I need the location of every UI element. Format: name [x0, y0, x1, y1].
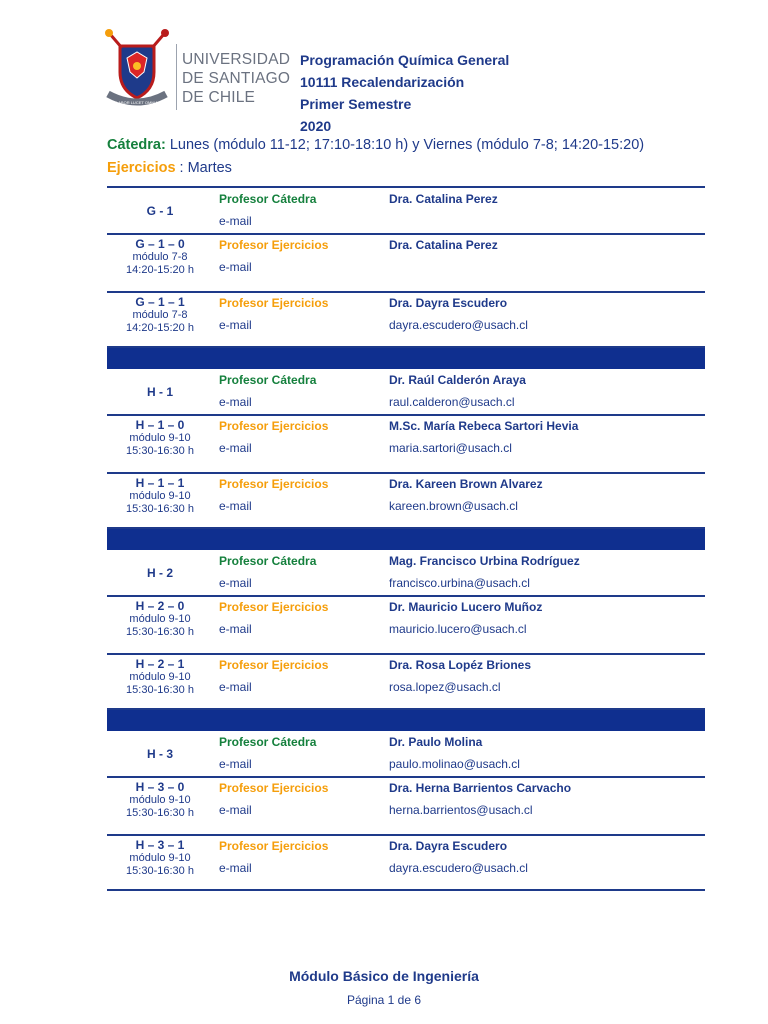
- group-id: G – 1 – 1: [135, 295, 185, 309]
- group-time: 14:20-15:20 h: [126, 322, 194, 334]
- role-label: Profesor Ejercicios: [219, 781, 329, 795]
- table-row: [107, 235, 705, 293]
- professor-name: Dra. Dayra Escudero: [389, 839, 508, 853]
- catedra-label: Cátedra:: [107, 137, 166, 153]
- group-cell: [107, 204, 213, 218]
- professor-name: Dra. Rosa Lopéz Briones: [389, 658, 532, 672]
- group-id: H – 3 – 1: [135, 838, 185, 852]
- email-label: e-mail: [219, 803, 252, 817]
- professor-name: Dr. Mauricio Lucero Muñoz: [389, 600, 543, 614]
- table-row: [107, 731, 705, 778]
- role-label: Profesor Ejercicios: [219, 296, 329, 310]
- section-divider-band: [107, 710, 705, 731]
- group-module: módulo 9-10: [129, 613, 191, 625]
- group-id: H - 3: [146, 747, 173, 761]
- role-label: Profesor Cátedra: [219, 373, 317, 387]
- role-label: Profesor Ejercicios: [219, 658, 329, 672]
- role-label: Profesor Ejercicios: [219, 839, 329, 853]
- footer-title: Módulo Básico de Ingeniería: [289, 968, 479, 984]
- group-module: módulo 9-10: [129, 432, 191, 444]
- group-cell: [107, 237, 213, 277]
- professor-email[interactable]: maria.sartori@usach.cl: [389, 441, 512, 455]
- role-label: Profesor Cátedra: [219, 554, 317, 568]
- group-time: 15:30-16:30 h: [126, 807, 194, 819]
- email-label: e-mail: [219, 318, 252, 332]
- professor-email[interactable]: paulo.molinao@usach.cl: [389, 757, 520, 771]
- role-label: Profesor Ejercicios: [219, 238, 329, 252]
- page-number: Página 1 de 6: [346, 993, 422, 1007]
- role-label: Profesor Ejercicios: [219, 600, 329, 614]
- group-module: módulo 7-8: [132, 309, 188, 321]
- role-label: Profesor Ejercicios: [219, 419, 329, 433]
- university-name: [182, 50, 290, 107]
- group-id: H – 2 – 1: [135, 657, 185, 671]
- group-module: módulo 9-10: [129, 852, 191, 864]
- section-divider-band: [107, 348, 705, 369]
- svg-text:LABOR LUCET OMNIA: LABOR LUCET OMNIA: [116, 100, 158, 105]
- group-module: módulo 9-10: [129, 794, 191, 806]
- group-time: 15:30-16:30 h: [126, 865, 194, 877]
- group-time: 15:30-16:30 h: [126, 503, 194, 515]
- role-label: Profesor Cátedra: [219, 192, 317, 206]
- professor-name: M.Sc. María Rebeca Sartori Hevia: [389, 419, 579, 433]
- group-cell: [107, 295, 213, 335]
- professor-email[interactable]: raul.calderon@usach.cl: [389, 395, 515, 409]
- table-row: [107, 416, 705, 474]
- professor-email[interactable]: mauricio.lucero@usach.cl: [389, 622, 527, 636]
- professor-name: Dra. Dayra Escudero: [389, 296, 508, 310]
- group-cell: [107, 385, 213, 399]
- table-row: [107, 369, 705, 416]
- professor-name: Dra. Herna Barrientos Carvacho: [389, 781, 572, 795]
- table-row: [107, 778, 705, 836]
- group-module: módulo 9-10: [129, 671, 191, 683]
- semester: Primer Semestre: [300, 96, 412, 112]
- schedule-table: [107, 186, 705, 891]
- professor-email[interactable]: herna.barrientos@usach.cl: [389, 803, 533, 817]
- email-label: e-mail: [219, 576, 252, 590]
- professor-name: Dra. Catalina Perez: [389, 238, 498, 252]
- professor-email[interactable]: rosa.lopez@usach.cl: [389, 680, 501, 694]
- email-label: e-mail: [219, 260, 252, 274]
- email-label: e-mail: [219, 757, 252, 771]
- email-label: e-mail: [219, 680, 252, 694]
- professor-email[interactable]: dayra.escudero@usach.cl: [389, 861, 528, 875]
- group-module: módulo 9-10: [129, 490, 191, 502]
- group-cell: [107, 747, 213, 761]
- table-row: [107, 597, 705, 655]
- university-name-line-1: UNIVERSIDAD: [182, 51, 291, 68]
- course-title: Programación Química General: [300, 52, 510, 68]
- group-time: 14:20-15:20 h: [126, 264, 194, 276]
- email-label: e-mail: [219, 395, 252, 409]
- group-cell: [107, 657, 213, 697]
- table-row: [107, 293, 705, 348]
- table-row: [107, 836, 705, 891]
- email-label: e-mail: [219, 861, 252, 875]
- section-divider-band: [107, 529, 705, 550]
- group-id: G – 1 – 0: [135, 237, 185, 251]
- professor-email[interactable]: dayra.escudero@usach.cl: [389, 318, 528, 332]
- group-cell: [107, 476, 213, 516]
- group-id: H – 1 – 0: [135, 418, 185, 432]
- email-label: e-mail: [219, 499, 252, 513]
- group-id: H – 2 – 0: [135, 599, 185, 613]
- professor-name: Dr. Raúl Calderón Araya: [389, 373, 526, 387]
- logo-divider: [176, 44, 177, 110]
- email-label: e-mail: [219, 441, 252, 455]
- group-time: 15:30-16:30 h: [126, 684, 194, 696]
- professor-name: Dra. Catalina Perez: [389, 192, 498, 206]
- table-row: [107, 655, 705, 710]
- group-cell: [107, 780, 213, 820]
- group-module: módulo 7-8: [132, 251, 188, 263]
- group-cell: [107, 418, 213, 458]
- group-id: G - 1: [146, 204, 174, 218]
- professor-name: Dr. Paulo Molina: [389, 735, 483, 749]
- table-row: [107, 188, 705, 235]
- group-id: H – 1 – 1: [135, 476, 185, 490]
- group-time: 15:30-16:30 h: [126, 445, 194, 457]
- year: 2020: [300, 118, 332, 134]
- professor-email[interactable]: francisco.urbina@usach.cl: [389, 576, 530, 590]
- professor-name: Mag. Francisco Urbina Rodríguez: [389, 554, 580, 568]
- group-id: H – 3 – 0: [135, 780, 185, 794]
- email-label: e-mail: [219, 622, 252, 636]
- group-id: H - 1: [146, 385, 173, 399]
- document-title-block: [300, 49, 509, 137]
- ejercicios-label: Ejercicios: [107, 160, 176, 176]
- university-name-line-3: DE CHILE: [182, 89, 256, 106]
- university-name-line-2: DE SANTIAGO: [182, 70, 291, 87]
- group-cell: [107, 838, 213, 878]
- email-label: e-mail: [219, 214, 252, 228]
- group-time: 15:30-16:30 h: [126, 626, 194, 638]
- group-cell: [107, 566, 213, 580]
- ejercicios-text: : Martes: [175, 160, 232, 176]
- role-label: Profesor Cátedra: [219, 735, 317, 749]
- catedra-schedule: [107, 137, 644, 153]
- catedra-text: Lunes (módulo 11-12; 17:10-18:10 h) y Viernes (módulo 7-8; 14:20-15:20): [165, 137, 645, 153]
- university-crest-logo: [102, 28, 172, 112]
- table-row: [107, 474, 705, 529]
- table-row: [107, 550, 705, 597]
- ejercicios-schedule: [107, 160, 232, 176]
- professor-name: Dra. Kareen Brown Alvarez: [389, 477, 543, 491]
- group-id: H - 2: [146, 566, 173, 580]
- professor-email[interactable]: kareen.brown@usach.cl: [389, 499, 518, 513]
- group-cell: [107, 599, 213, 639]
- role-label: Profesor Ejercicios: [219, 477, 329, 491]
- course-code: 10111 Recalendarización: [300, 74, 465, 90]
